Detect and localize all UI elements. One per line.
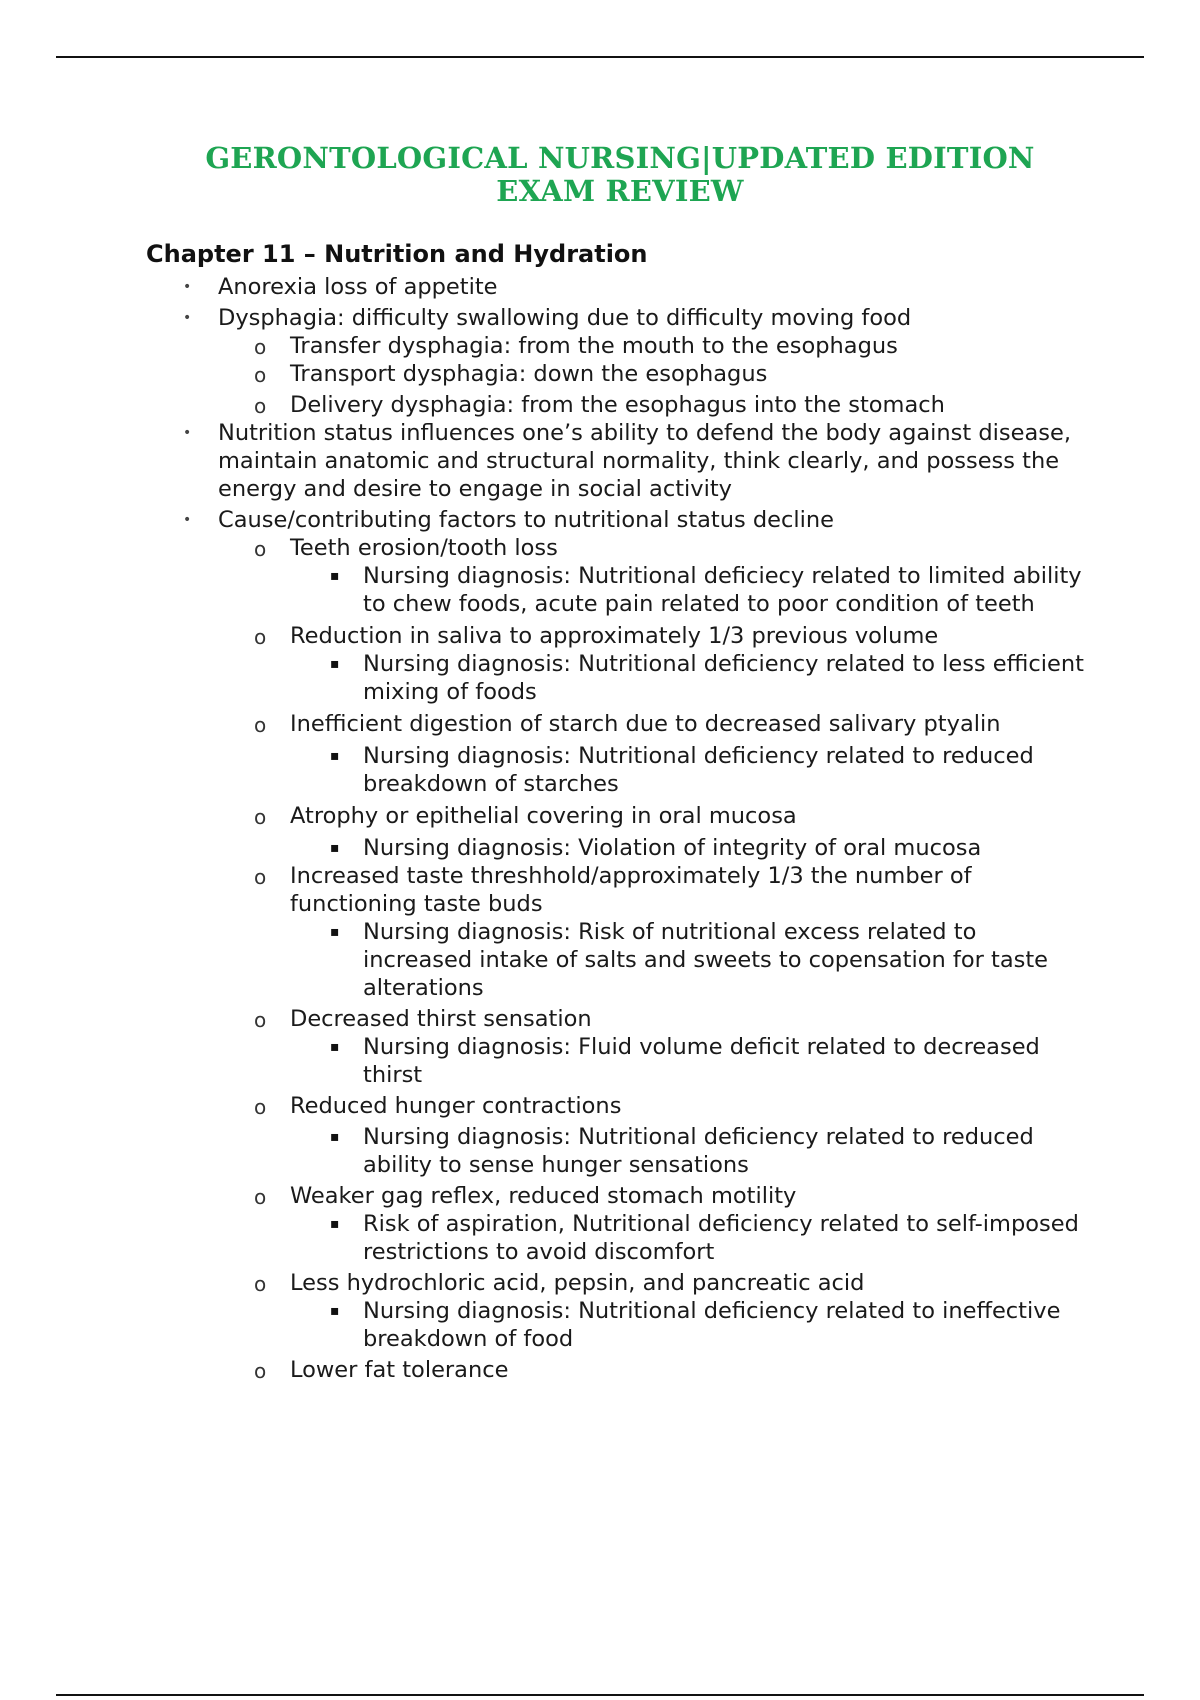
factor-hydrochloric-acid <box>0 1269 1088 1297</box>
item-text: Nursing diagnosis: Risk of nutritional excess related to increased intake of salts and sweets to copensation for taste alterations <box>363 919 1049 1001</box>
nursing-diagnosis-hunger <box>0 1123 1088 1179</box>
item-text: Reduced hunger contractions <box>290 1093 622 1119</box>
list-item-transfer-dysphagia <box>0 332 1088 360</box>
title-line-1: GERONTOLOGICAL NURSING|UPDATED EDITION <box>205 141 1035 175</box>
square-bullet-icon: ▪ <box>330 1303 340 1319</box>
factor-thirst <box>0 1005 1088 1033</box>
circle-bullet-icon: o <box>254 1095 267 1119</box>
item-text: Weaker gag reflex, reduced stomach motility <box>290 1183 797 1209</box>
factor-starch <box>0 710 1088 738</box>
square-bullet-icon: ▪ <box>330 748 340 764</box>
item-text: Nursing diagnosis: Nutritional deficiency related to less efficient mixing of foods <box>363 651 1084 705</box>
factor-teeth <box>0 534 1088 562</box>
bullet-icon: • <box>183 310 192 326</box>
bullet-icon: • <box>183 279 192 295</box>
item-text: Delivery dysphagia: from the esophagus into the stomach <box>290 392 945 418</box>
circle-bullet-icon: o <box>254 1359 267 1383</box>
square-bullet-icon: ▪ <box>330 1216 340 1232</box>
circle-bullet-icon: o <box>254 805 267 829</box>
circle-bullet-icon: o <box>254 335 267 359</box>
item-text: Reduction in saliva to approximately 1/3 previous volume <box>290 623 939 649</box>
nursing-diagnosis-gag-reflex <box>0 1210 1088 1266</box>
circle-bullet-icon: o <box>254 1272 267 1296</box>
top-rule <box>56 56 1144 58</box>
item-text: Nursing diagnosis: Nutritional deficiency related to reduced breakdown of starches <box>363 743 1034 797</box>
item-text: Atrophy or epithelial covering in oral mucosa <box>290 803 797 829</box>
circle-bullet-icon: o <box>254 865 267 889</box>
list-item-transport-dysphagia <box>0 360 1088 388</box>
list-item-delivery-dysphagia <box>0 391 1088 419</box>
square-bullet-icon: ▪ <box>330 924 340 940</box>
item-text: Nursing diagnosis: Violation of integrity of oral mucosa <box>363 835 982 861</box>
nursing-diagnosis-thirst <box>0 1033 1088 1089</box>
nursing-diagnosis-starch <box>0 742 1088 798</box>
item-text: Teeth erosion/tooth loss <box>290 535 558 561</box>
factor-fat-tolerance <box>0 1356 1088 1384</box>
nursing-diagnosis-taste <box>0 918 1088 1002</box>
bullet-icon: • <box>183 425 192 441</box>
list-item-dysphagia <box>0 304 1088 332</box>
square-bullet-icon: ▪ <box>330 1129 340 1145</box>
item-text: Nursing diagnosis: Nutritional deficiecy related to limited ability to chew foods, acute pain related to poor condition of teeth <box>363 563 1082 617</box>
nursing-diagnosis-saliva <box>0 650 1088 706</box>
item-text: Nutrition status influences one’s ability to defend the body against disease, maintain anatomic and structural normality, think clearly, and possess the energy and desire to engage in social activity <box>218 420 1071 502</box>
square-bullet-icon: ▪ <box>330 568 340 584</box>
nursing-diagnosis-teeth <box>0 562 1088 618</box>
item-text: Transfer dysphagia: from the mouth to the esophagus <box>290 333 898 359</box>
circle-bullet-icon: o <box>254 1185 267 1209</box>
factor-taste <box>0 862 1088 918</box>
title-line-2: EXAM REVIEW <box>496 174 744 208</box>
circle-bullet-icon: o <box>254 394 267 418</box>
bottom-rule <box>56 1694 1144 1696</box>
item-text: Risk of aspiration, Nutritional deficiency related to self-imposed restrictions to avoid discomfort <box>363 1211 1079 1265</box>
circle-bullet-icon: o <box>254 1008 267 1032</box>
item-text: Anorexia loss of appetite <box>218 274 498 300</box>
list-item-contributing-factors <box>0 506 1088 534</box>
factor-gag-reflex <box>0 1182 1088 1210</box>
item-text: Inefficient digestion of starch due to decreased salivary ptyalin <box>290 711 1001 737</box>
document-title <box>100 142 1140 208</box>
item-text: Increased taste threshhold/approximately 1/3 the number of functioning taste buds <box>290 863 972 917</box>
square-bullet-icon: ▪ <box>330 656 340 672</box>
factor-hunger <box>0 1092 1088 1120</box>
chapter-heading: Chapter 11 – Nutrition and Hydration <box>146 240 648 268</box>
factor-saliva <box>0 622 1088 650</box>
circle-bullet-icon: o <box>254 713 267 737</box>
outline <box>0 273 1200 1384</box>
circle-bullet-icon: o <box>254 625 267 649</box>
item-text: Nursing diagnosis: Nutritional deficiency related to ineffective breakdown of food <box>363 1298 1061 1352</box>
item-text: Nursing diagnosis: Fluid volume deficit related to decreased thirst <box>363 1034 1040 1088</box>
item-text: Nursing diagnosis: Nutritional deficiency related to reduced ability to sense hunger sensations <box>363 1124 1034 1178</box>
nursing-diagnosis-hydrochloric-acid <box>0 1297 1088 1353</box>
bullet-icon: • <box>183 512 192 528</box>
list-item-anorexia <box>0 273 1088 301</box>
item-text: Transport dysphagia: down the esophagus <box>290 361 768 387</box>
item-text: Lower fat tolerance <box>290 1357 509 1383</box>
circle-bullet-icon: o <box>254 363 267 387</box>
item-text: Decreased thirst sensation <box>290 1006 592 1032</box>
square-bullet-icon: ▪ <box>330 1039 340 1055</box>
item-text: Dysphagia: difficulty swallowing due to difficulty moving food <box>218 305 912 331</box>
list-item-nutrition-status <box>0 419 1088 503</box>
factor-oral-mucosa <box>0 802 1088 830</box>
item-text: Cause/contributing factors to nutritional status decline <box>218 507 834 533</box>
item-text: Less hydrochloric acid, pepsin, and pancreatic acid <box>290 1270 865 1296</box>
square-bullet-icon: ▪ <box>330 840 340 856</box>
circle-bullet-icon: o <box>254 537 267 561</box>
nursing-diagnosis-oral-mucosa <box>0 834 1088 862</box>
